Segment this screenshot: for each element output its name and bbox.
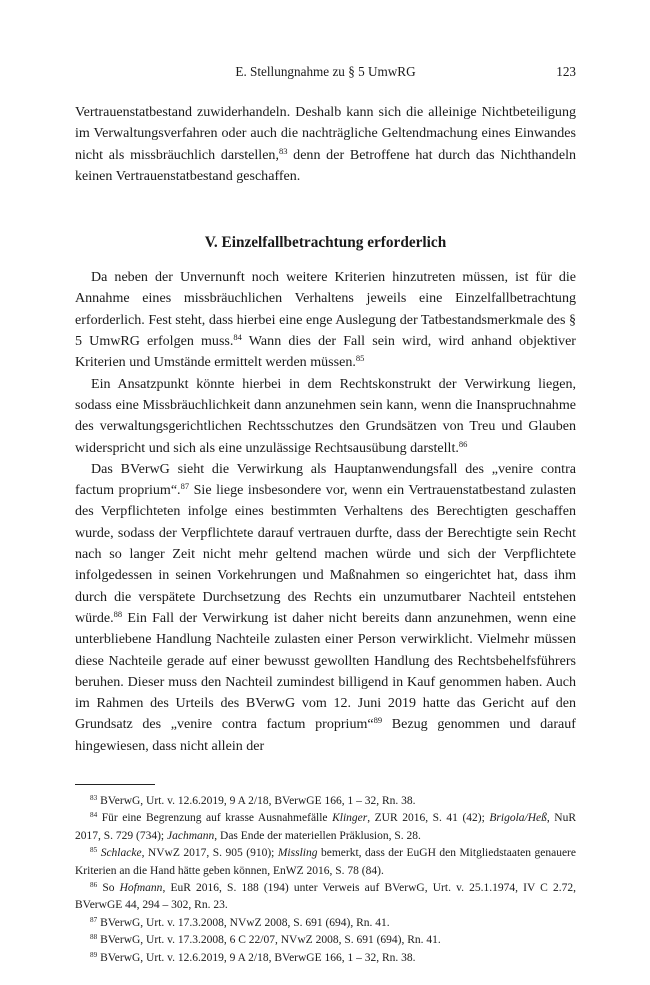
- text-run: Bezug genommen und darauf hingewiesen, dass nicht allein der: [75, 716, 576, 754]
- page: [75, 62, 576, 967]
- paragraph: [75, 459, 576, 757]
- text-run: denn der Betroffene hat durch das Nichthandeln keinen Vertrauenstatbestand geschaffen.: [75, 146, 576, 184]
- page-number: 123: [556, 64, 576, 79]
- running-header: [75, 62, 576, 82]
- author-name: Hofmann: [119, 882, 163, 895]
- footnote-text: BVerwG, Urt. v. 12.6.2019, 9 A 2/18, BVerwGE 166, 1 – 32, Rn. 38.: [100, 951, 416, 964]
- footnote-ref-87: 87: [180, 481, 190, 492]
- text-run: Wann dies der Fall sein wird, wird anhand objektiver Kriterien und Umstände ermittelt werden müssen.: [75, 333, 576, 371]
- main-text: [75, 102, 576, 757]
- footnote-ref-85: 85: [355, 353, 365, 364]
- paragraph: [75, 267, 576, 373]
- section-heading: V. Einzelfallbetrachtung erforderlich: [204, 234, 447, 252]
- footnote-text: , EuR 2016, S. 188 (194) unter Verweis auf BVerwG, Urt. v. 25.1.1974, IV C 2.72, BVerwGE 44, 294 – 302, Rn. 23.: [75, 882, 576, 912]
- footnote-number: 85: [90, 846, 98, 855]
- author-name: Schlacke: [100, 847, 142, 860]
- footnote-text: , Das Ende der materiellen Präklusion, S. 28.: [214, 829, 421, 842]
- author-name: Missling: [277, 847, 318, 860]
- footnote-number: 88: [90, 933, 98, 942]
- footnote-separator: [75, 784, 155, 785]
- footnote-text: So: [102, 882, 120, 895]
- text-run: Ein Ansatzpunkt könnte hierbei in dem Rechtskonstrukt der Verwirkung liegen, sodass eine Missbräuchlichkeit dann anzunehmen sein kann, wenn die Inanspruchnahme des verwaltungsgerichtlichen Rechtsschutzes den Grundsätzen von Treu und Glauben widerspricht und sich als eine unzulässige Rechtsausübung darstellt.: [75, 375, 576, 456]
- text-run: Ein Fall der Verwirkung ist daher nicht bereits dann anzunehmen, wenn eine unterbliebene Handlung Nachteile zulasten einer Person verwirklicht. Vielmehr müssen diese Nachteile gerade auf einer bewusst gewollten Handlung des Rechtsbehelfsführers beruhen. Dieser muss den Nachteil zumindest billigend in Kauf genommen haben. Auch im Rahmen des Urteils des BVerwG vom 12. Juni 2019 hatte das Gericht auf den Grundsatz des „venire contra factum proprium“: [75, 609, 576, 733]
- footnote-ref-89: 89: [373, 715, 383, 726]
- footnote-number: 89: [90, 950, 98, 959]
- footnote-87: [75, 915, 576, 932]
- footnote-88: [75, 932, 576, 949]
- footnote-text: Für eine Begrenzung auf krasse Ausnahmefälle: [101, 812, 333, 825]
- footnote-text: BVerwG, Urt. v. 17.3.2008, 6 C 22/07, NVwZ 2008, S. 691 (694), Rn. 41.: [100, 934, 441, 947]
- footnote-84: [75, 810, 576, 845]
- footnote-ref-84: 84: [233, 332, 242, 343]
- footnote-number: 83: [90, 794, 98, 803]
- running-title: E. Stellungnahme zu § 5 UmwRG: [235, 64, 416, 79]
- footnote-text: bemerkt, dass der EuGH den Mitgliedstaaten genauere Kriterien an die Hand hätte geben können, EnWZ 2016, S. 78 (84).: [75, 847, 576, 877]
- text-run: Da neben der Unvernunft noch weitere Kriterien hinzutreten müssen, ist für die Annahme eines missbräuchlichen Verhaltens jeweils eine Einzelfallbetrachtung erforderlich. Fest steht, dass hierbei eine enge Auslegung der Tatbestandsmerkmale des § 5 UmwRG erfolgen muss.: [75, 269, 576, 350]
- text-run: Das BVerwG sieht die Verwirkung als Hauptanwendungsfall des „venire contra factum proprium“.: [75, 460, 576, 499]
- footnote-86: [75, 880, 576, 915]
- footnote-number: 87: [90, 915, 98, 924]
- footnote-ref-86: 86: [458, 438, 468, 449]
- footnote-number: 84: [90, 811, 98, 820]
- footnote-text: , NuR 2017, S. 729 (734);: [75, 812, 577, 842]
- text-run: Sie liege insbesondere vor, wenn ein Vertrauenstatbestand zulasten des Verpflichteten infolge eines bestimmten Verhaltens des Berechtigten geschaffen wurde, sodass der Verpflichtete darauf vertrauen durfte, dass der Berechtigte sein Recht nach so langer Zeit nicht mehr geltend machen würde und sich der Verpflichtete infolgedessen in seinen Vorkehrungen und Maßnahmen so eingerichtet hat, dass ihm durch die verspätete Durchsetzung des Rechts ein unzumutbarer Nachteil entstehen würde.: [75, 482, 576, 626]
- footnote-ref-88: 88: [113, 608, 123, 619]
- footnote-ref-83: 83: [278, 145, 288, 156]
- footnotes: [75, 793, 576, 967]
- footnote-text: , NVwZ 2017, S. 905 (910);: [141, 847, 278, 860]
- text-run: Vertrauenstatbestand zuwiderhandeln. Deshalb kann sich die alleinige Nichtbeteiligung im Verwaltungsverfahren oder auch die nachträgliche Geltendmachung eines Einwandes nicht als missbräuchlich darstellen,: [75, 104, 576, 163]
- author-name: Klinger: [332, 812, 368, 825]
- footnote-89: [75, 950, 576, 967]
- footnote-85: [75, 845, 576, 880]
- author-name: Jachmann: [167, 829, 215, 842]
- footnote-text: BVerwG, Urt. v. 17.3.2008, NVwZ 2008, S. 691 (694), Rn. 41.: [100, 916, 390, 929]
- author-name: Brigola/Heß: [489, 812, 547, 825]
- paragraph: [75, 374, 576, 459]
- footnote-83: [75, 793, 576, 810]
- footnote-number: 86: [90, 881, 98, 890]
- paragraph-continued: [75, 102, 576, 187]
- footnote-text: BVerwG, Urt. v. 12.6.2019, 9 A 2/18, BVerwGE 166, 1 – 32, Rn. 38.: [100, 795, 416, 808]
- footnote-text: , ZUR 2016, S. 41 (42);: [367, 812, 490, 825]
